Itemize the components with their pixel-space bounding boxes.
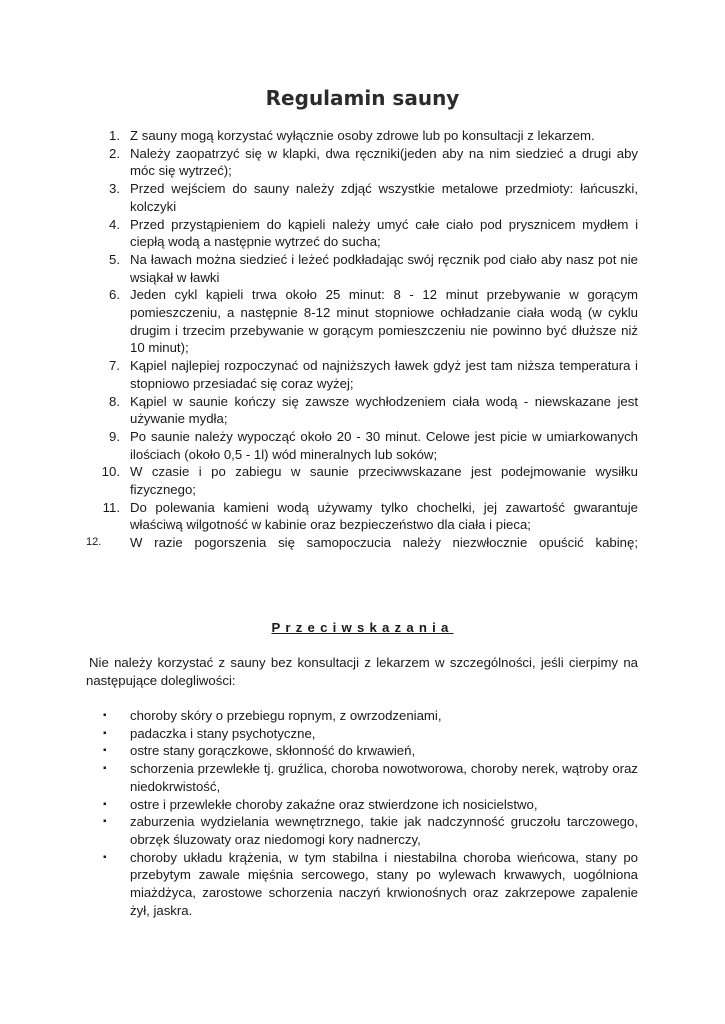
rule-number: 2. xyxy=(109,145,120,161)
condition-item xyxy=(86,725,638,743)
rule-text: Do polewania kamieni wodą używamy tylko chochelki, jej zawartość gwarantuje właściwą wilgotność w kabinie oraz bezpieczeństwo dla ciała i pieca; xyxy=(130,499,638,533)
rule-number: 1. xyxy=(109,128,120,143)
rule-number: 12. xyxy=(86,536,102,549)
rule-text: Przed wejściem do sauny należy zdjąć wszystkie metalowe przedmioty: łańcuszki, kolczyki xyxy=(130,181,638,214)
condition-text: choroby skóry o przebiegu ropnym, z owrzodzeniami, xyxy=(130,708,442,723)
condition-text: padaczka i stany psychotyczne, xyxy=(130,725,316,741)
rule-item xyxy=(86,499,638,534)
rule-text: W czasie i po zabiegu w saunie przeciwwskazane jest podejmowanie wysiłku fizycznego; xyxy=(130,464,638,498)
condition-item xyxy=(86,849,638,920)
rule-number: 9. xyxy=(109,428,120,444)
rule-text: Kąpiel najlepiej rozpoczynać od najniższych ławek gdyż jest tam niższa temperatura i stopniowo przesiadać się coraz wyżej; xyxy=(130,358,638,391)
rule-item xyxy=(86,428,638,463)
rule-text: Po saunie należy wypocząć około 20 - 30 minut. Celowe jest picie w umiarkowanych ilościach (około 0,5 - 1l) wód mineralnych lub soków; xyxy=(130,428,638,462)
condition-text: ostre stany gorączkowe, skłonność do krwawień, xyxy=(130,743,416,759)
rule-text: Kąpiel w saunie kończy się zawsze wychłodzeniem ciała wodą - niewskazane jest używanie mydła; xyxy=(130,393,638,427)
condition-item xyxy=(86,742,638,760)
rule-number: 5. xyxy=(109,251,120,267)
square-bullet-icon: ▪ xyxy=(103,798,107,810)
rule-number: 7. xyxy=(109,358,120,374)
condition-text: ostre i przewlekłe choroby zakaźne oraz stwierdzone ich nosicielstwo, xyxy=(130,796,538,812)
contraindications-heading xyxy=(0,620,725,635)
rule-number: 4. xyxy=(109,216,120,232)
condition-text: schorzenia przewlekłe tj. gruźlica, choroba nowotworowa, choroby nerek, wątroby oraz niedokrwistość, xyxy=(130,761,638,794)
rule-text: Jeden cykl kąpieli trwa około 25 minut: 8 - 12 minut przebywanie w gorącym pomieszczeniu, a następnie 8-12 minut stopniowe ochładzanie ciała wodą (w cyklu drugim i trzecim przebywanie w gorącym pomieszczeniu nie powinno być dłuższe niż 10 minut); xyxy=(130,287,638,356)
condition-item xyxy=(86,796,638,814)
rule-item xyxy=(86,463,638,498)
square-bullet-icon: ▪ xyxy=(103,816,107,828)
square-bullet-icon: ▪ xyxy=(103,710,107,721)
rule-text: Przed przystąpieniem do kąpieli należy umyć całe ciało pod prysznicem mydłem i ciepłą wodą a następnie wytrzeć do sucha; xyxy=(130,216,638,250)
intro-paragraph: Nie należy korzystać z sauny bez konsultacji z lekarzem w szczególności, jeśli cierpimy na następujące dolegliwości: xyxy=(86,655,638,688)
rule-number: 11. xyxy=(102,499,120,515)
rule-item xyxy=(86,127,638,145)
rule-item xyxy=(86,180,638,215)
rules-list xyxy=(86,127,638,552)
rule-text: Na ławach można siedzieć i leżeć podkładając swój ręcznik pod ciało aby nasz pot nie wsiąkał w ławki xyxy=(130,251,638,285)
rule-item xyxy=(86,357,638,392)
rule-number: 6. xyxy=(109,287,120,303)
rule-text: Należy zaopatrzyć się w klapki, dwa ręczniki(jeden aby na nim siedzieć a drugi aby móc się wytrzeć); xyxy=(130,145,638,179)
condition-text: zaburzenia wydzielania wewnętrznego, takie jak nadczynność gruczołu tarczowego, obrzęk śluzowaty oraz niedomogi kory nadnerczy, xyxy=(130,814,638,847)
rule-item xyxy=(86,286,638,357)
rule-number: 3. xyxy=(109,181,120,197)
square-bullet-icon: ▪ xyxy=(103,727,107,739)
rule-number: 8. xyxy=(109,393,120,409)
condition-item xyxy=(86,760,638,795)
square-bullet-icon: ▪ xyxy=(103,763,107,775)
rule-item xyxy=(86,393,638,428)
rule-item xyxy=(86,251,638,286)
condition-item xyxy=(86,813,638,848)
rule-text: W razie pogorszenia się samopoczucia należy niezwłocznie opuścić kabinę; xyxy=(130,535,638,551)
contraindications-heading-text: Przeciwskazania xyxy=(271,620,454,635)
square-bullet-icon: ▪ xyxy=(103,851,107,863)
rule-item xyxy=(86,216,638,251)
rule-number: 10. xyxy=(101,464,120,480)
square-bullet-icon: ▪ xyxy=(103,745,107,757)
condition-text: choroby układu krążenia, w tym stabilna i niestabilna choroba wieńcowa, stany po przebytym zawale mięśnia sercowego, stany po wylewach krwawych, uogólniona miażdżyca, zarostowe schorzenia naczyń krwionośnych oraz zakrzepowe zapalenie żył, jaskra. xyxy=(130,849,638,918)
page-title: Regulamin sauny xyxy=(265,86,460,110)
conditions-list xyxy=(86,707,638,919)
rule-text: Z sauny mogą korzystać wyłącznie osoby zdrowe lub po konsultacji z lekarzem. xyxy=(130,128,595,143)
condition-item xyxy=(86,707,638,725)
rule-item xyxy=(86,534,638,552)
rule-item xyxy=(86,145,638,180)
